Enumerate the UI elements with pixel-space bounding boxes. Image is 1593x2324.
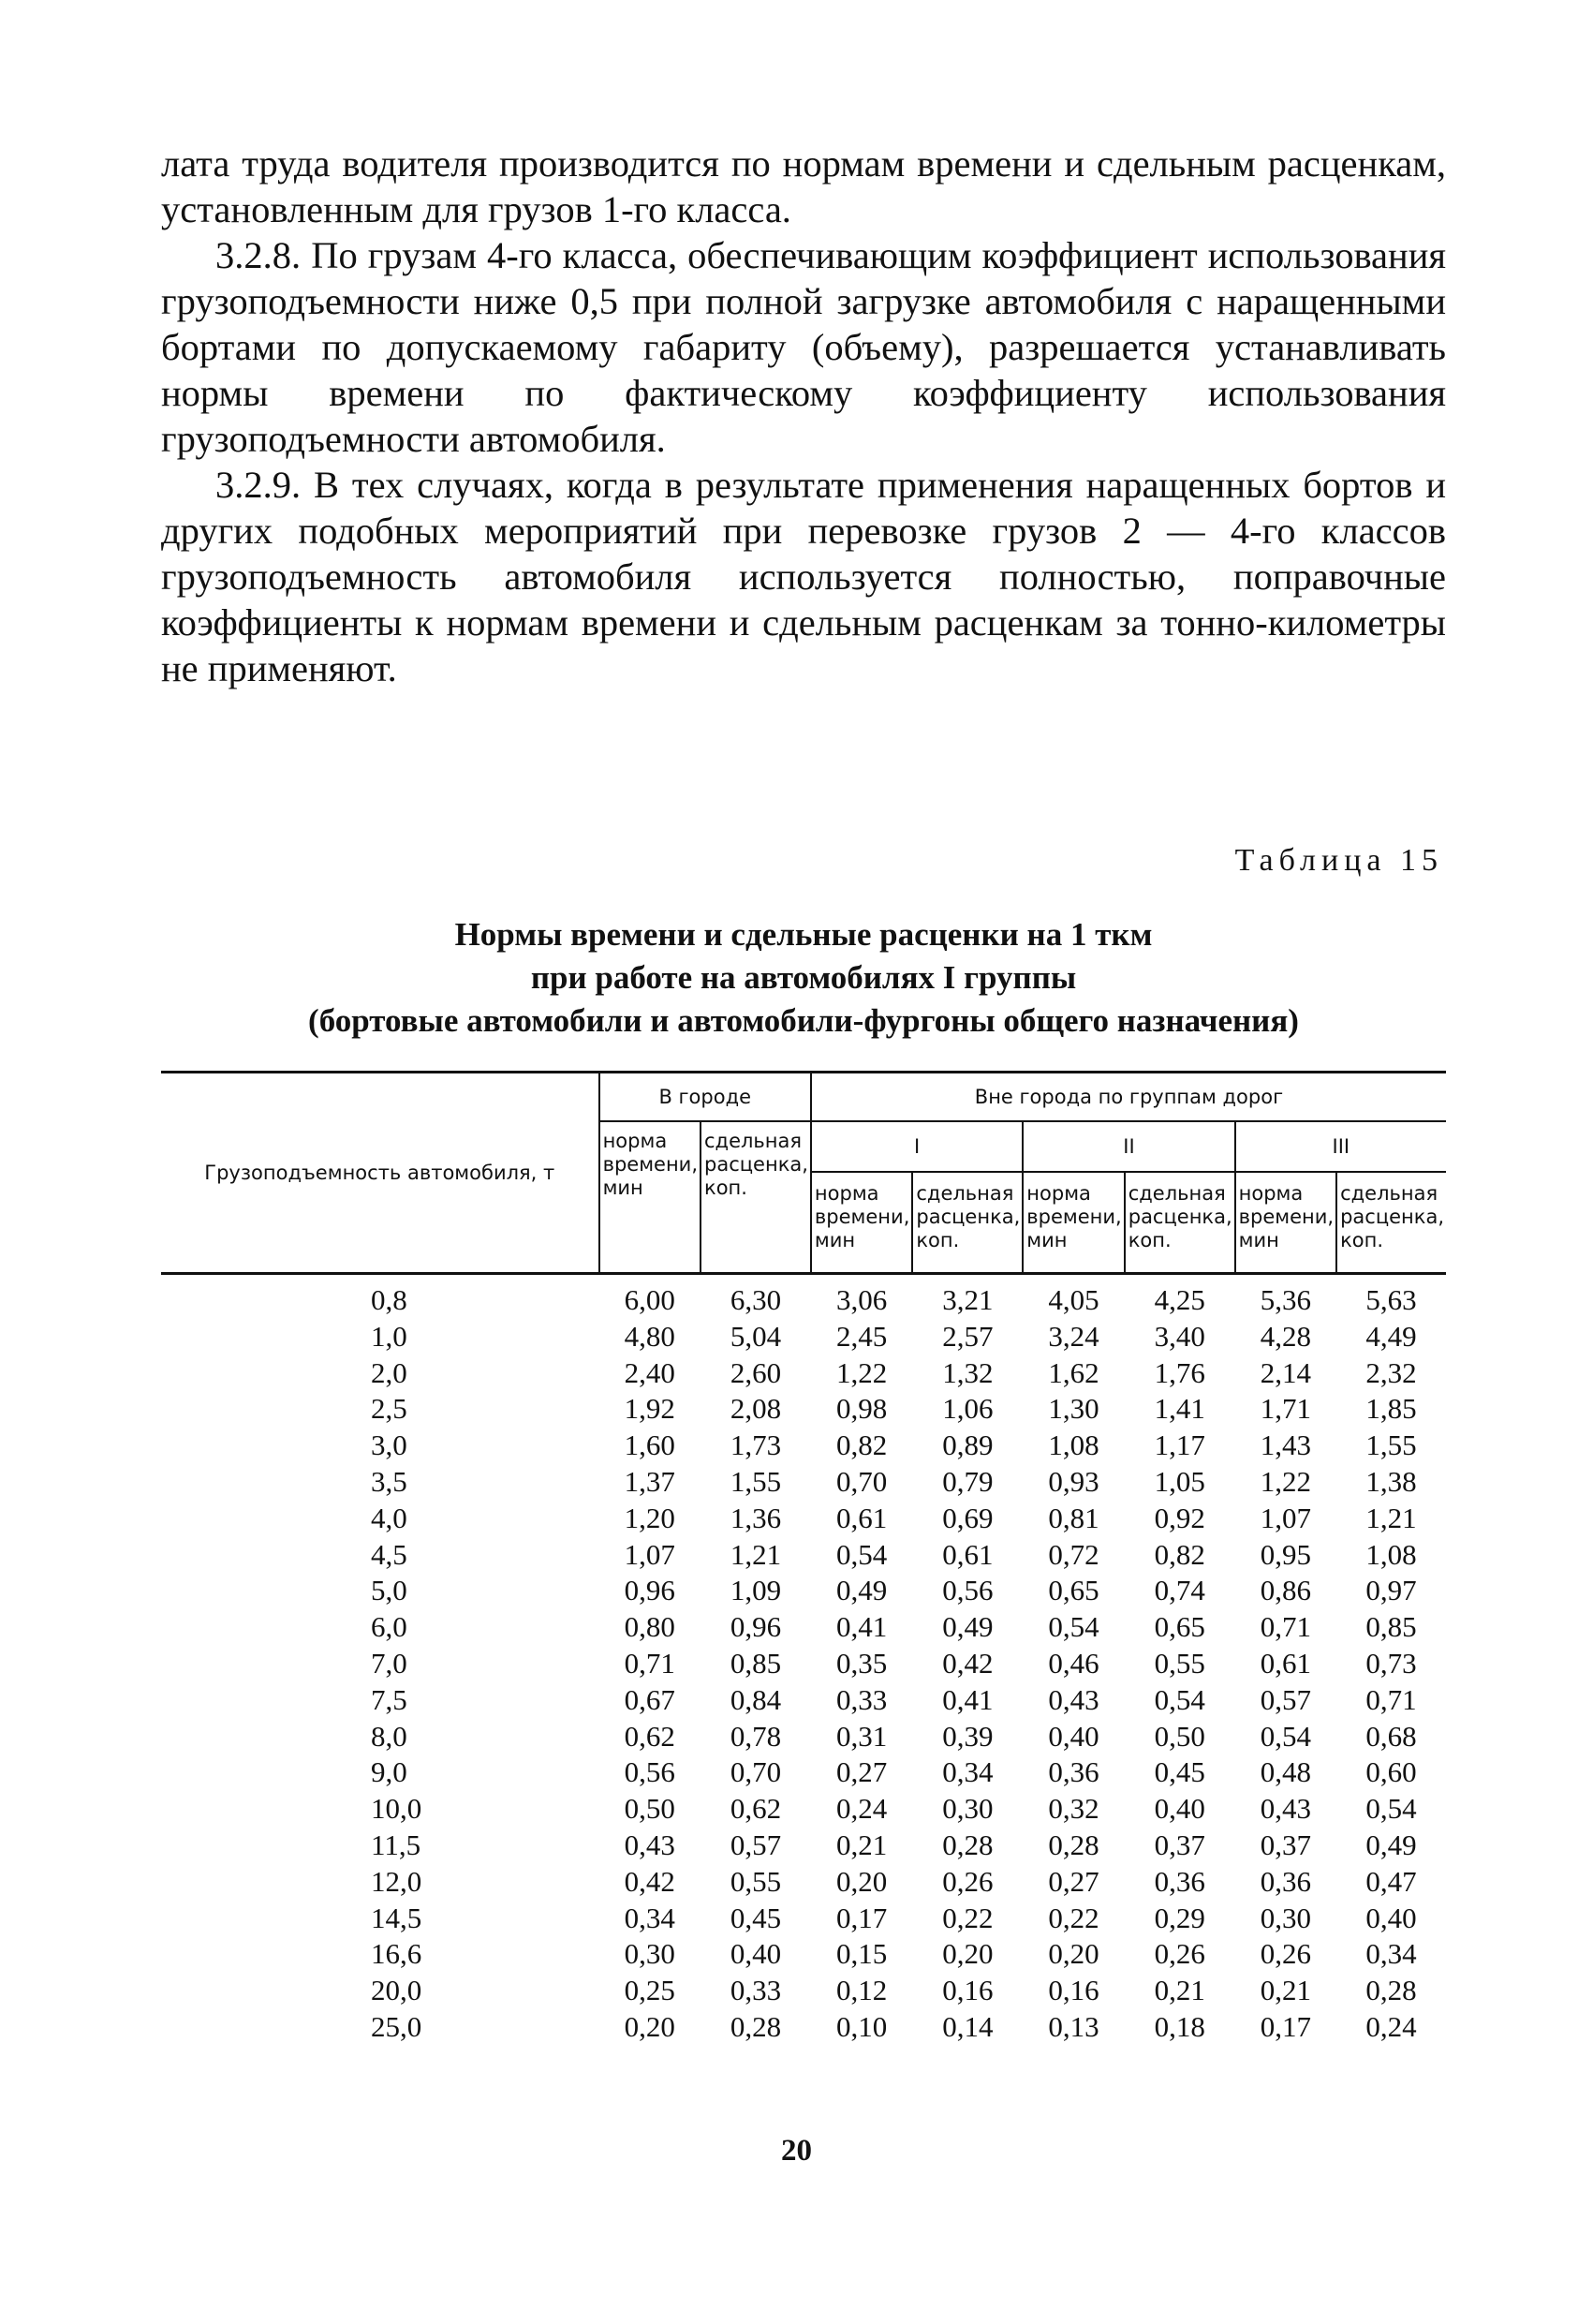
cell-value: 3,21: [942, 1283, 994, 1316]
cell-value: 6,00: [624, 1283, 675, 1316]
cell-value: 0,85: [730, 1646, 782, 1680]
norms-table: [161, 1071, 1446, 2046]
cell-value: 0,95: [1260, 1537, 1311, 1571]
cell-value: 0,54: [1365, 1792, 1417, 1826]
table-row: [161, 1428, 1446, 1464]
page-number: 20: [781, 2134, 812, 2168]
header-group3-rate: сдельная расценка, коп.: [1336, 1172, 1446, 1274]
cell-value: 0,67: [624, 1682, 675, 1716]
cell-value: 0,49: [1365, 1828, 1417, 1861]
cell-value: 0,79: [942, 1464, 994, 1498]
table-row: [161, 1682, 1446, 1719]
cell-capacity: 3,0: [371, 1428, 407, 1462]
cell-value: 1,09: [730, 1574, 782, 1607]
cell-capacity: 5,0: [371, 1574, 407, 1607]
cell-value: 0,16: [1048, 1974, 1099, 2007]
cell-value: 0,50: [624, 1792, 675, 1826]
cell-value: 1,22: [1260, 1464, 1311, 1498]
cell-value: 1,73: [730, 1428, 782, 1462]
cell-value: 2,40: [624, 1355, 675, 1389]
table-row: [161, 1391, 1446, 1428]
table-row: [161, 1464, 1446, 1501]
cell-capacity: 11,5: [371, 1828, 421, 1861]
table-row: [161, 2009, 1446, 2046]
cell-value: 0,46: [1048, 1646, 1099, 1680]
cell-value: 0,54: [1048, 1610, 1099, 1644]
cell-value: 0,81: [1048, 1501, 1099, 1534]
header-road-group-3: III: [1235, 1121, 1446, 1172]
cell-capacity: 6,0: [371, 1610, 407, 1644]
table-row: [161, 1719, 1446, 1755]
header-road-group-1: I: [811, 1121, 1023, 1172]
cell-value: 2,32: [1365, 1355, 1417, 1389]
body-text: [161, 141, 1446, 691]
table-title-line: (бортовые автомобили и автомобили-фургоны общего назначения): [308, 1002, 1299, 1039]
cell-value: 0,72: [1048, 1537, 1099, 1571]
cell-value: 0,84: [730, 1682, 782, 1716]
cell-value: 1,08: [1365, 1537, 1417, 1571]
cell-value: 1,21: [730, 1537, 782, 1571]
table-row: [161, 1901, 1446, 1937]
cell-value: 0,12: [836, 1974, 888, 2007]
table-row: [161, 1754, 1446, 1791]
cell-value: 1,21: [1365, 1501, 1417, 1534]
cell-value: 0,26: [942, 1864, 994, 1898]
cell-value: 0,65: [1154, 1610, 1205, 1644]
cell-value: 0,49: [836, 1574, 888, 1607]
cell-value: 4,25: [1154, 1283, 1205, 1316]
cell-value: 0,82: [836, 1428, 888, 1462]
table-row: [161, 1864, 1446, 1901]
cell-value: 0,45: [1154, 1755, 1205, 1789]
header-city-norm: норма времени, мин: [599, 1121, 701, 1274]
cell-value: 0,47: [1365, 1864, 1417, 1898]
cell-value: 4,28: [1260, 1319, 1311, 1353]
cell-capacity: 7,0: [371, 1646, 407, 1680]
cell-value: 0,37: [1260, 1828, 1311, 1861]
cell-capacity: 3,5: [371, 1464, 407, 1498]
paragraph-3-2-9: 3.2.9. В тех случаях, когда в результате применения наращенных бортов и других подобных мероприятий при перевозке грузов 2 — 4-го классов грузоподъемность автомобиля используется полностью, поправочные коэффициенты к нормам времени и сдельным расценкам за тонно-километры не применяют.: [161, 464, 1446, 689]
cell-value: 0,45: [730, 1901, 782, 1934]
table-title-line: Нормы времени и сдельные расценки на 1 ткм: [454, 916, 1153, 953]
cell-value: 1,41: [1154, 1392, 1205, 1426]
table-label: Таблица 15: [1234, 843, 1443, 878]
cell-capacity: 0,8: [371, 1283, 407, 1316]
cell-value: 0,14: [942, 2009, 994, 2043]
table-row: [161, 1355, 1446, 1392]
cell-value: 0,92: [1154, 1501, 1205, 1534]
cell-value: 0,30: [624, 1937, 675, 1971]
cell-value: 0,43: [624, 1828, 675, 1861]
cell-value: 0,85: [1365, 1610, 1417, 1644]
table-row: [161, 1319, 1446, 1355]
cell-value: 1,55: [730, 1464, 782, 1498]
cell-value: 0,28: [1048, 1828, 1099, 1861]
cell-value: 0,13: [1048, 2009, 1099, 2043]
header-group1-rate: сдельная расценка, коп.: [912, 1172, 1023, 1274]
cell-value: 0,97: [1365, 1574, 1417, 1607]
cell-value: 0,30: [1260, 1901, 1311, 1934]
cell-value: 0,36: [1154, 1864, 1205, 1898]
cell-value: 0,40: [1048, 1719, 1099, 1753]
paragraph-3-2-8: 3.2.8. По грузам 4-го класса, обеспечивающим коэффициент использования грузоподъемности ниже 0,5 при полной загрузке автомобиля с наращенными бортами по допускаемому габариту (объему), разрешается устанавливать нормы времени по фактическому коэффициенту использования грузоподъемности автомобиля.: [161, 234, 1446, 460]
cell-value: 1,22: [836, 1355, 888, 1389]
cell-value: 1,30: [1048, 1392, 1099, 1426]
cell-value: 0,27: [836, 1755, 888, 1789]
cell-value: 2,14: [1260, 1355, 1311, 1389]
cell-value: 0,20: [1048, 1937, 1099, 1971]
cell-value: 0,71: [1260, 1610, 1311, 1644]
cell-value: 1,05: [1154, 1464, 1205, 1498]
cell-value: 1,60: [624, 1428, 675, 1462]
cell-value: 0,54: [1260, 1719, 1311, 1753]
cell-value: 0,15: [836, 1937, 888, 1971]
cell-value: 0,57: [1260, 1682, 1311, 1716]
header-group1-norm: норма времени, мин: [811, 1172, 912, 1274]
cell-value: 0,21: [1154, 1974, 1205, 2007]
cell-value: 1,37: [624, 1464, 675, 1498]
cell-value: 0,34: [624, 1901, 675, 1934]
cell-value: 0,98: [836, 1392, 888, 1426]
cell-capacity: 8,0: [371, 1719, 407, 1753]
cell-value: 5,04: [730, 1319, 782, 1353]
cell-capacity: 4,0: [371, 1501, 407, 1534]
cell-value: 0,50: [1154, 1719, 1205, 1753]
cell-value: 0,36: [1048, 1755, 1099, 1789]
cell-value: 0,33: [836, 1682, 888, 1716]
header-city: В городе: [599, 1073, 811, 1122]
cell-capacity: 10,0: [371, 1792, 422, 1826]
cell-value: 0,24: [1365, 2009, 1417, 2043]
table-row: [161, 1791, 1446, 1828]
header-group2-norm: норма времени, мин: [1023, 1172, 1124, 1274]
cell-value: 0,70: [836, 1464, 888, 1498]
cell-value: 0,43: [1260, 1792, 1311, 1826]
cell-capacity: 2,5: [371, 1392, 407, 1426]
cell-capacity: 2,0: [371, 1355, 407, 1389]
cell-value: 0,41: [836, 1610, 888, 1644]
cell-value: 0,37: [1154, 1828, 1205, 1861]
cell-value: 1,08: [1048, 1428, 1099, 1462]
cell-value: 0,86: [1260, 1574, 1311, 1607]
cell-value: 0,28: [730, 2009, 782, 2043]
cell-value: 4,80: [624, 1319, 675, 1353]
cell-value: 1,55: [1365, 1428, 1417, 1462]
cell-value: 3,40: [1154, 1319, 1205, 1353]
table-title-line: при работе на автомобилях I группы: [530, 959, 1077, 996]
cell-value: 0,96: [624, 1574, 675, 1607]
cell-value: 0,93: [1048, 1464, 1099, 1498]
cell-value: 0,96: [730, 1610, 782, 1644]
cell-value: 5,63: [1365, 1283, 1417, 1316]
cell-value: 2,45: [836, 1319, 888, 1353]
cell-capacity: 14,5: [371, 1901, 422, 1934]
cell-value: 0,55: [730, 1864, 782, 1898]
cell-value: 0,24: [836, 1792, 888, 1826]
cell-capacity: 7,5: [371, 1682, 407, 1716]
cell-value: 3,24: [1048, 1319, 1099, 1353]
cell-value: 0,28: [942, 1828, 994, 1861]
table-title: [161, 913, 1446, 1043]
cell-value: 0,26: [1260, 1937, 1311, 1971]
cell-value: 0,74: [1154, 1574, 1205, 1607]
cell-value: 1,38: [1365, 1464, 1417, 1498]
cell-value: 0,21: [1260, 1974, 1311, 2007]
cell-value: 0,30: [942, 1792, 994, 1826]
cell-value: 3,06: [836, 1283, 888, 1316]
cell-value: 1,36: [730, 1501, 782, 1534]
cell-value: 0,34: [942, 1755, 994, 1789]
cell-value: 0,21: [836, 1828, 888, 1861]
cell-value: 0,78: [730, 1719, 782, 1753]
cell-value: 0,60: [1365, 1755, 1417, 1789]
cell-value: 0,57: [730, 1828, 782, 1861]
header-group2-rate: сдельная расценка, коп.: [1125, 1172, 1235, 1274]
cell-value: 0,39: [942, 1719, 994, 1753]
cell-value: 0,41: [942, 1682, 994, 1716]
header-outside-city: Вне города по группам дорог: [811, 1073, 1446, 1122]
cell-value: 6,30: [730, 1283, 782, 1316]
cell-value: 0,34: [1365, 1937, 1417, 1971]
cell-capacity: 4,5: [371, 1537, 407, 1571]
table-row: [161, 1274, 1446, 1319]
cell-value: 0,36: [1260, 1864, 1311, 1898]
cell-value: 0,54: [836, 1537, 888, 1571]
cell-value: 1,85: [1365, 1392, 1417, 1426]
cell-value: 2,08: [730, 1392, 782, 1426]
cell-value: 0,89: [942, 1428, 994, 1462]
cell-value: 5,36: [1260, 1283, 1311, 1316]
cell-value: 0,17: [1260, 2009, 1311, 2043]
cell-value: 0,42: [942, 1646, 994, 1680]
table-row: [161, 1936, 1446, 1973]
cell-value: 0,10: [836, 2009, 888, 2043]
cell-value: 1,76: [1154, 1355, 1205, 1389]
cell-value: 0,32: [1048, 1792, 1099, 1826]
cell-value: 0,69: [942, 1501, 994, 1534]
cell-value: 0,22: [1048, 1901, 1099, 1934]
cell-value: 0,35: [836, 1646, 888, 1680]
cell-capacity: 1,0: [371, 1319, 407, 1353]
cell-capacity: 16,6: [371, 1937, 422, 1971]
header-city-rate: сдельная расценка, коп.: [701, 1121, 811, 1274]
table-row: [161, 1828, 1446, 1864]
cell-value: 0,49: [942, 1610, 994, 1644]
cell-value: 0,40: [730, 1937, 782, 1971]
cell-value: 0,20: [624, 2009, 675, 2043]
cell-value: 1,62: [1048, 1355, 1099, 1389]
cell-value: 1,71: [1260, 1392, 1311, 1426]
cell-value: 0,40: [1365, 1901, 1417, 1934]
cell-capacity: 9,0: [371, 1755, 407, 1789]
cell-value: 1,20: [624, 1501, 675, 1534]
header-road-group-2: II: [1023, 1121, 1234, 1172]
table-row: [161, 1573, 1446, 1609]
cell-value: 0,29: [1154, 1901, 1205, 1934]
paragraph-continuation: лата труда водителя производится по нормам времени и сдельным расценкам, установленным для грузов 1-го класса.: [161, 142, 1446, 230]
cell-value: 0,56: [624, 1755, 675, 1789]
table-row: [161, 1537, 1446, 1574]
cell-value: 0,26: [1154, 1937, 1205, 1971]
cell-value: 0,17: [836, 1901, 888, 1934]
cell-value: 1,07: [624, 1537, 675, 1571]
cell-value: 0,42: [624, 1864, 675, 1898]
cell-value: 0,65: [1048, 1574, 1099, 1607]
cell-value: 2,57: [942, 1319, 994, 1353]
cell-value: 0,71: [624, 1646, 675, 1680]
cell-value: 0,16: [942, 1974, 994, 2007]
table-body: [161, 1274, 1446, 2046]
cell-capacity: 20,0: [371, 1974, 422, 2007]
cell-value: 0,20: [836, 1864, 888, 1898]
cell-value: 1,92: [624, 1392, 675, 1426]
cell-value: 0,40: [1154, 1792, 1205, 1826]
cell-value: 0,22: [942, 1901, 994, 1934]
cell-value: 0,18: [1154, 2009, 1205, 2043]
cell-value: 1,17: [1154, 1428, 1205, 1462]
cell-value: 0,48: [1260, 1755, 1311, 1789]
cell-value: 1,32: [942, 1355, 994, 1389]
header-capacity: Грузоподъемность автомобиля, т: [161, 1073, 599, 1274]
cell-value: 0,62: [730, 1792, 782, 1826]
cell-value: 0,43: [1048, 1682, 1099, 1716]
table-row: [161, 1973, 1446, 2009]
cell-value: 0,27: [1048, 1864, 1099, 1898]
cell-capacity: 25,0: [371, 2009, 422, 2043]
table-row: [161, 1609, 1446, 1646]
cell-value: 0,62: [624, 1719, 675, 1753]
cell-value: 1,07: [1260, 1501, 1311, 1534]
cell-value: 1,06: [942, 1392, 994, 1426]
cell-value: 0,54: [1154, 1682, 1205, 1716]
header-group3-norm: норма времени, мин: [1235, 1172, 1336, 1274]
cell-value: 0,61: [942, 1537, 994, 1571]
cell-value: 0,80: [624, 1610, 675, 1644]
cell-value: 0,68: [1365, 1719, 1417, 1753]
cell-value: 0,25: [624, 1974, 675, 2007]
table-row: [161, 1646, 1446, 1682]
cell-value: 4,49: [1365, 1319, 1417, 1353]
cell-value: 0,55: [1154, 1646, 1205, 1680]
cell-value: 0,20: [942, 1937, 994, 1971]
table-row: [161, 1501, 1446, 1537]
cell-capacity: 12,0: [371, 1864, 422, 1898]
cell-value: 0,56: [942, 1574, 994, 1607]
cell-value: 0,31: [836, 1719, 888, 1753]
cell-value: 0,70: [730, 1755, 782, 1789]
cell-value: 0,61: [836, 1501, 888, 1534]
cell-value: 0,73: [1365, 1646, 1417, 1680]
cell-value: 0,33: [730, 1974, 782, 2007]
cell-value: 0,28: [1365, 1974, 1417, 2007]
cell-value: 0,82: [1154, 1537, 1205, 1571]
cell-value: 2,60: [730, 1355, 782, 1389]
cell-value: 1,43: [1260, 1428, 1311, 1462]
cell-value: 0,61: [1260, 1646, 1311, 1680]
cell-value: 4,05: [1048, 1283, 1099, 1316]
cell-value: 0,71: [1365, 1682, 1417, 1716]
